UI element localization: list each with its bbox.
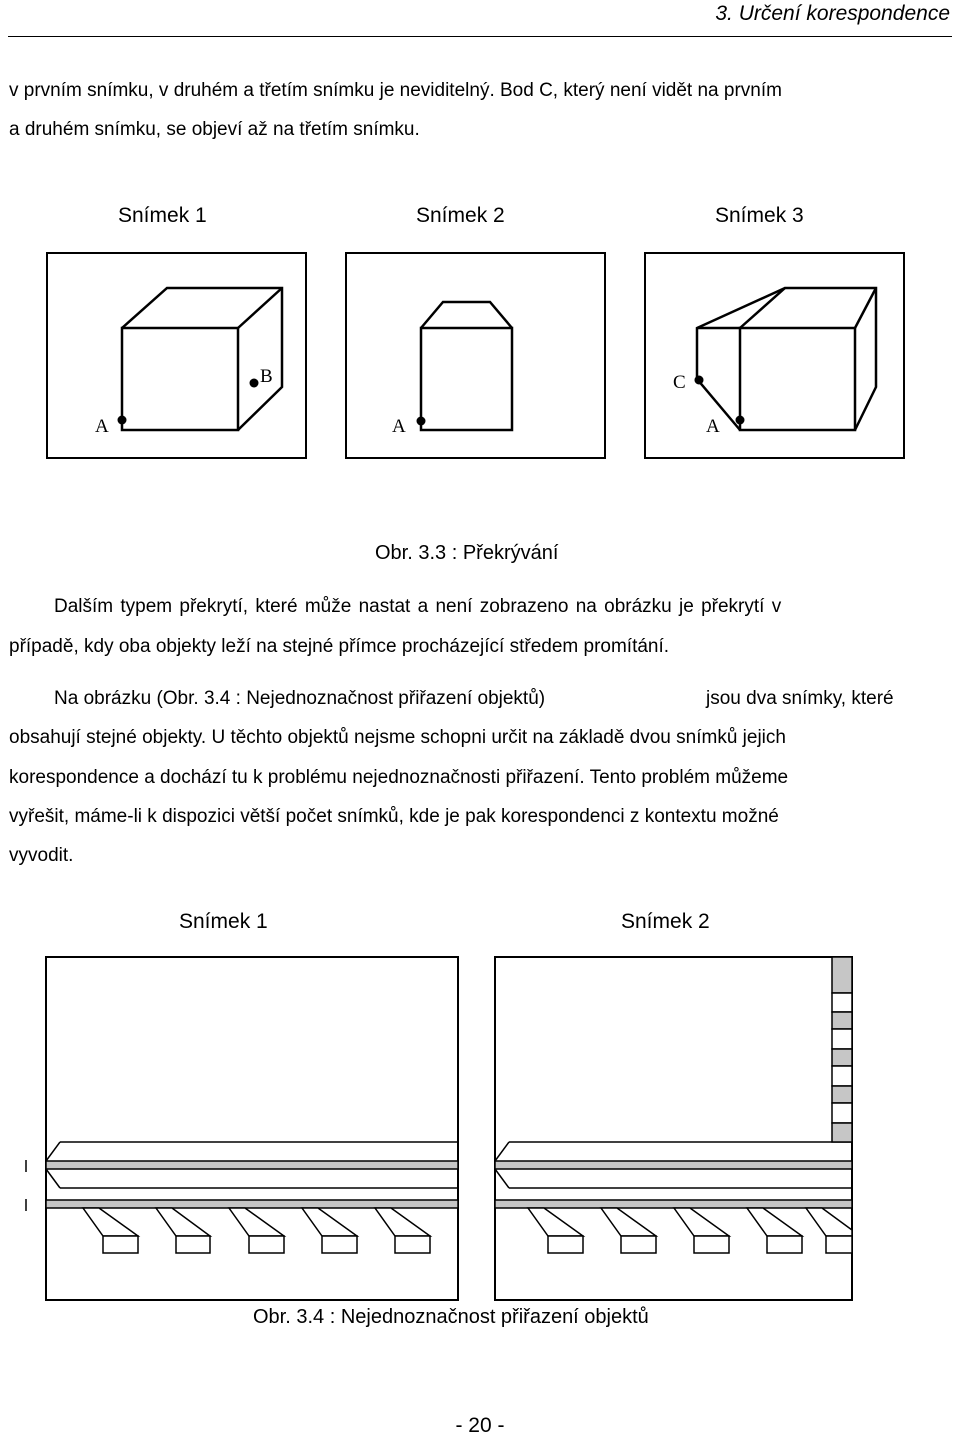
fig33-frame-2-label: Snímek 2 xyxy=(416,204,505,227)
fig33-point-b-1 xyxy=(250,379,259,388)
fig33-point-c-3 xyxy=(695,376,704,385)
fig33-point-a-2 xyxy=(417,417,426,426)
paragraph-3-line-3: korespondence a dochází tu k problému nejednoznačnosti přiřazení. Tento problém můžeme xyxy=(9,767,789,788)
fig33-label-a-3: A xyxy=(706,416,720,437)
fig33-frame-1 xyxy=(47,253,306,458)
paragraph-2-line-2: případě, kdy oba objekty leží na stejné přímce procházející středem promítání. xyxy=(9,636,670,657)
fig34-frame-1 xyxy=(26,957,458,1300)
fig33-label-b-1: B xyxy=(260,366,273,387)
paragraph-1-line-1: v prvním snímku, v druhém a třetím snímku je neviditelný. Bod C, který není vidět na prvním xyxy=(9,80,782,101)
fig34-frame-1-label: Snímek 1 xyxy=(179,910,268,933)
paragraph-3-line-4: vyřešit, máme-li k dispozici větší počet snímků, kde je pak korespondenci z kontextu možné xyxy=(9,806,779,827)
fig34-frame-1-blocks xyxy=(83,1208,430,1253)
fig34-frame-2-blocks xyxy=(528,1208,852,1253)
fig33-point-a-3 xyxy=(736,416,745,425)
fig34-frame-2-label: Snímek 2 xyxy=(621,910,710,933)
fig33-frame-1-label: Snímek 1 xyxy=(118,204,207,227)
fig33-caption: Obr. 3.3 : Překrývání xyxy=(375,542,559,564)
fig33-label-c-3: C xyxy=(673,372,686,393)
fig33-frame-3 xyxy=(645,253,904,458)
paragraph-3-line-1a: Na obrázku (Obr. 3.4 : Nejednoznačnost přiřazení objektů) xyxy=(54,688,546,709)
paragraph-3-line-2: obsahují stejné objekty. U těchto objektů nejsme schopni určit na základě dvou snímků jejich xyxy=(9,727,786,748)
fig33-frame-3-label: Snímek 3 xyxy=(715,204,804,227)
fig33-label-a-2: A xyxy=(392,416,406,437)
fig34-caption: Obr. 3.4 : Nejednoznačnost přiřazení objektů xyxy=(253,1306,649,1328)
fig34-stacked-column xyxy=(832,957,852,1142)
fig33-frame-2 xyxy=(346,253,605,458)
paragraph-1-line-2: a druhém snímku, se objeví až na třetím snímku. xyxy=(9,119,420,140)
fig33-label-a-1: A xyxy=(95,416,109,437)
fig33-point-a-1 xyxy=(118,416,127,425)
paragraph-2-line-1: Dalším typem překrytí, které může nastat a není zobrazeno na obrázku je překrytí v xyxy=(54,596,782,617)
running-header: 3. Určení korespondence xyxy=(715,2,950,25)
page-number: - 20 - xyxy=(455,1414,505,1437)
paragraph-3-line-1b: jsou dva snímky, které xyxy=(706,688,894,709)
paragraph-3-line-5: vyvodit. xyxy=(9,845,74,866)
